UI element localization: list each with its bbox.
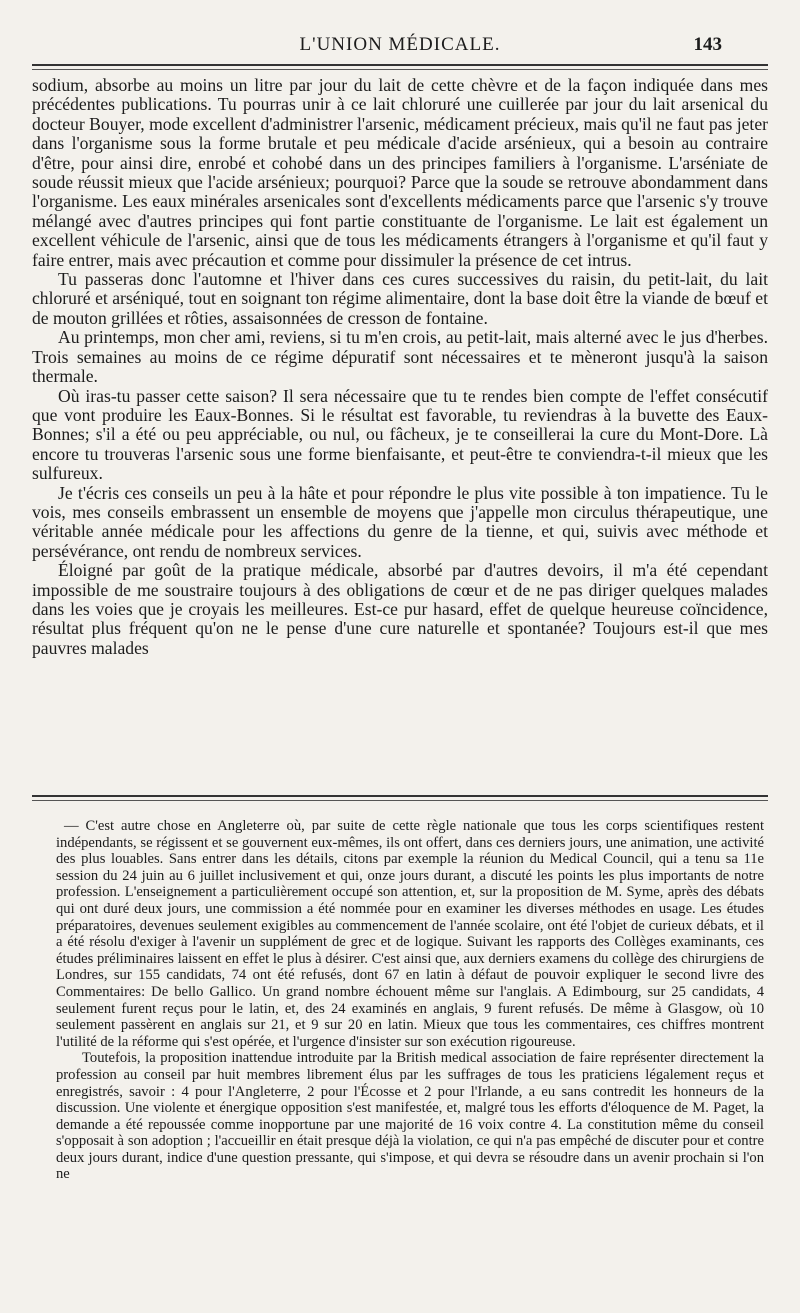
running-header [32,34,768,64]
note-paragraph: Toutefois, la proposition inattendue introduite par la British medical association de faire représenter directement la profession au conseil par huit membres librement élus par les suffrages de tous les praticiens légalement reçus et enregistrés, savoir : 4 pour l'Angleterre, 2 pour l'Écosse et 2 pour l'Irlande, a eu sans contredit les honneurs de la discussion. Une violente et énergique opposition s'est manifestée, et, malgré tous les efforts d'éloquence de M. Paget, la demande a été repoussée comme inopportune par une majorité de 16 voix contre 4. La constitution même du conseil s'opposait à son adoption ; l'accueillir en était presque déjà la violation, ce qui n'a pas empêché de discuter pour et contre deux jours durant, indice d'une question pressante, qui s'impose, et qui devra se résoudre dans un avenir prochain si l'on ne [56,1050,764,1183]
feuilleton-rule-thin [32,800,768,801]
body-paragraph: Éloigné par goût de la pratique médicale, absorbé par d'autres devoirs, il m'a été cependant impossible de me soustraire toujours à des obligations de cœur et de ne pas diriger quelques malades dans les voies que je croyais les meilleures. Est-ce pur hasard, effet de quelque heureuse coïncidence, résultat plus fréquent qu'on ne le pense d'une cure naturelle et spontanée? Toujours est-il que mes pauvres malades [32,560,768,658]
page-number: 143 [693,34,722,55]
main-text [32,76,768,658]
feuilleton-rule [32,795,768,797]
body-paragraph: Où iras-tu passer cette saison? Il sera nécessaire que tu te rendes bien compte de l'effet consécutif que vont produire les Eaux-Bonnes. Si le résultat est favorable, tu reviendras à la buvette des Eaux-Bonnes; s'il a été ou peu appréciable, ou nul, ou fâcheux, je te conseillerai la cure du Mont-Dore. Là encore tu trouveras l'arsenic sous une forme bienfaisante, et peut-être te conviendra-t-il mieux que les sulfureux. [32,385,768,484]
body-paragraph: Je t'écris ces conseils un peu à la hâte et pour répondre le plus vite possible à ton impatience. Tu le vois, mes conseils embrassent un ensemble de moyens que j'appelle mon circulus thérapeutique, une véritable année médicale pour les affections du genre de la tienne, et qui, suivis avec méthode et persévérance, ont rendu de nombreux services. [32,482,768,561]
header-rule-thin [32,69,768,70]
feuilleton-text [56,818,764,1183]
body-paragraph: Tu passeras donc l'automne et l'hiver dans ces cures successives du raisin, du petit-lait, du lait chloruré et arséniqué, tout en soignant ton régime alimentaire, dont la base doit être la viande de bœuf et de mouton grillées et rôties, assaisonnées de cresson de fontaine. [32,269,768,328]
body-paragraph: Au printemps, mon cher ami, reviens, si tu m'en crois, au petit-lait, mais alterné avec le jus d'herbes. Trois semaines au moins de ce régime dépuratif sont nécessaires et te mèneront jusqu'à la saison thermale. [32,327,768,387]
journal-title: L'UNION MÉDICALE. [299,34,501,55]
body-paragraph: sodium, absorbe au moins un litre par jour du lait de cette chèvre et de la façon indiquée dans mes précédentes publications. Tu pourras unir à ce lait chloruré une cuillerée par jour du lait arsenical du docteur Bouyer, mode excellent d'administrer l'arsenic, médicament précieux, mais qu'il ne faut pas jeter dans l'organisme sous la forme brutale et peu médicale d'acide arsénieux, qui a besoin au contraire d'être, pour ainsi dire, enrobé et cohobé dans un des principes familiers à l'organisme. L'arséniate de soude réussit mieux que l'acide arsénieux; pourquoi? Parce que la soude se retrouve abondamment dans l'organisme. Les eaux minérales arsenicales sont d'excellents médicaments parce que l'arsenic s'y trouve mélangé avec d'autres principes qui font partie constituante de l'organisme. Le lait est également un excellent véhicule de l'arsenic, ainsi que de tous les médicaments étrangers à l'organisme et qu'il faut y faire entrer, mais avec précaution et comme pour dissimuler la présence de cet intrus. [32,75,768,270]
note-paragraph: — C'est autre chose en Angleterre où, par suite de cette règle nationale que tous les corps scientifiques restent indépendants, se régissent et se gouvernent eux-mêmes, ils ont offert, dans ces derniers jours, une animation, une activité des plus louables. Sans entrer dans les détails, citons par exemple la réunion du Medical Council, qui a tenu sa 11e session du 24 juin au 6 juillet inclusivement et qui, onze jours durant, a discuté les points les plus importants de notre profession. L'enseignement a particulièrement occupé son attention, et, sur la proposition de M. Syme, après des débats qui ont duré deux jours, une commission a été nommée pour en examiner les diverses méthodes en usage. Les études préparatoires, devenues seulement exigibles au commencement de l'année scolaire, ont été l'objet de curieux débats, et il a été résolu d'exiger à l'avenir un supplément de grec et de logique. Suivant les rapports des Collèges examinants, ces études préliminaires laissent en effet le plus à désirer. C'est ainsi que, aux derniers examens du collège des chirurgiens de Londres, sur 155 candidats, 74 ont été refusés, dont 67 en latin à défaut de pouvoir expliquer le second livre des Commentaires: De bello Gallico. Un grand nombre échouent même sur l'anglais. A Edimbourg, sur 25 candidats, 4 seulement furent reçus pour le latin, et, des 24 examinés en anglais, 9 furent refusés. De même à Glasgow, où 10 seulement passèrent en anglais sur 21, et 9 sur 20 en latin. Mieux que tous les commentaires, ces chiffres montrent l'utilité de la réforme qui s'est opérée, et l'urgence d'insister sur son exécution rigoureuse. [56,818,764,1050]
header-rule [32,64,768,66]
